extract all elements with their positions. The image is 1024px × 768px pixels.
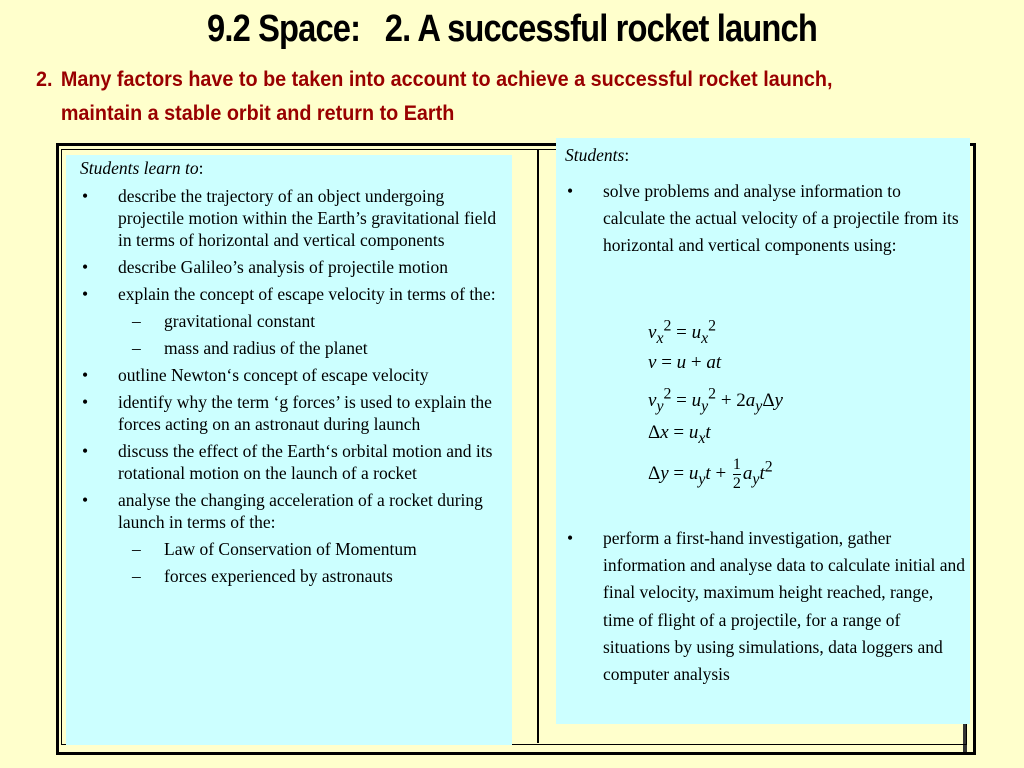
equation-dy	[648, 456, 773, 493]
left-heading-colon: :	[198, 158, 204, 178]
bullet: •	[567, 181, 574, 201]
item-text: perform a first-hand investigation, gather information and analyse data to calculate initial and final velocity, maximum height reached, range, time of flight of a projectile, for a range of situations by using simulations, data loggers and computer analysis	[603, 528, 966, 685]
half-fraction: $\frac{1}{2}$	[732, 456, 741, 492]
dash: –	[132, 539, 141, 559]
sub-item-text: Law of Conservation of Momentum	[164, 539, 417, 559]
column-divider	[537, 149, 539, 743]
list-item	[80, 283, 510, 359]
item-text: outline Newton‘s concept of escape velocity	[118, 365, 429, 385]
sub-list	[118, 538, 510, 587]
item-text: solve problems and analyse information to calculate the actual velocity of a projectile from its horizontal and vertical components using:	[603, 181, 959, 256]
list-item	[565, 525, 965, 688]
item-text: identify why the term ‘g forces’ is used to explain the forces acting on an astronaut during launch	[118, 392, 492, 434]
equation-text: $\Delta y = u_yt$ + $\frac{1}{2}$ $a_yt^2$	[648, 456, 773, 492]
subtitle-number: 2.	[36, 67, 53, 91]
equation-text: $v_y^2 = u_y^2 + 2a_y\Delta y$	[648, 386, 783, 416]
item-text: explain the concept of escape velocity in terms of the:	[118, 284, 496, 304]
bullet: •	[82, 392, 89, 412]
item-text: describe Galileo’s analysis of projectile motion	[118, 257, 448, 277]
dash: –	[132, 566, 141, 586]
right-heading-colon: :	[624, 145, 630, 165]
bullet: •	[82, 186, 89, 206]
sub-list-item	[118, 538, 510, 560]
bullet: •	[82, 441, 89, 461]
list-item	[80, 185, 510, 251]
equation-dx	[648, 422, 711, 448]
sub-item-text: forces experienced by astronauts	[164, 566, 393, 586]
list-item	[80, 364, 510, 386]
students-learn-to-panel	[66, 155, 512, 745]
sub-list-item	[118, 310, 510, 332]
right-heading	[565, 144, 629, 166]
sub-list	[118, 310, 510, 359]
bullet: •	[82, 490, 89, 510]
list-item	[80, 256, 510, 278]
bullet: •	[82, 365, 89, 385]
equation-text: v = u + at	[648, 352, 722, 373]
item-text: discuss the effect of the Earth‘s orbital motion and its rotational motion on the launch of a rocket	[118, 441, 493, 483]
list-item	[80, 440, 510, 484]
slide-title: 9.2 Space: 2. A successful rocket launch	[207, 8, 817, 50]
sub-item-text: mass and radius of the planet	[164, 338, 368, 358]
equation-text: $\Delta x = u_xt$	[648, 422, 711, 447]
right-heading-label: Students	[565, 145, 625, 165]
equation-v	[648, 352, 721, 374]
left-heading	[80, 157, 203, 179]
sub-list-item	[118, 565, 510, 587]
bullet: •	[82, 284, 89, 304]
bullet: •	[567, 528, 574, 548]
equation-vx	[648, 318, 716, 348]
dash: –	[132, 338, 141, 358]
subtitle-line-2: maintain a stable orbit and return to Earth	[60, 101, 455, 125]
subtitle-line-1: Many factors have to be taken into account to achieve a successful rocket launch,	[60, 67, 833, 91]
item-text: analyse the changing acceleration of a rocket during launch in terms of the:	[118, 490, 483, 532]
item-text: describe the trajectory of an object undergoing projectile motion within the Earth’s gravitational field in terms of horizontal and vertical components	[118, 186, 497, 250]
equation-text: $v_x^2 = u_x^2$	[648, 318, 717, 348]
sub-list-item	[118, 337, 510, 359]
students-skills-panel	[556, 138, 970, 724]
list-item	[80, 391, 510, 435]
sub-item-text: gravitational constant	[164, 311, 316, 331]
bullet: •	[82, 257, 89, 277]
right-item-list	[565, 178, 965, 693]
equation-vy	[648, 386, 783, 416]
left-heading-label: Students learn to	[80, 158, 199, 178]
left-item-list	[80, 185, 510, 592]
dash: –	[132, 311, 141, 331]
list-item	[80, 489, 510, 587]
slide-subtitle	[36, 62, 919, 130]
